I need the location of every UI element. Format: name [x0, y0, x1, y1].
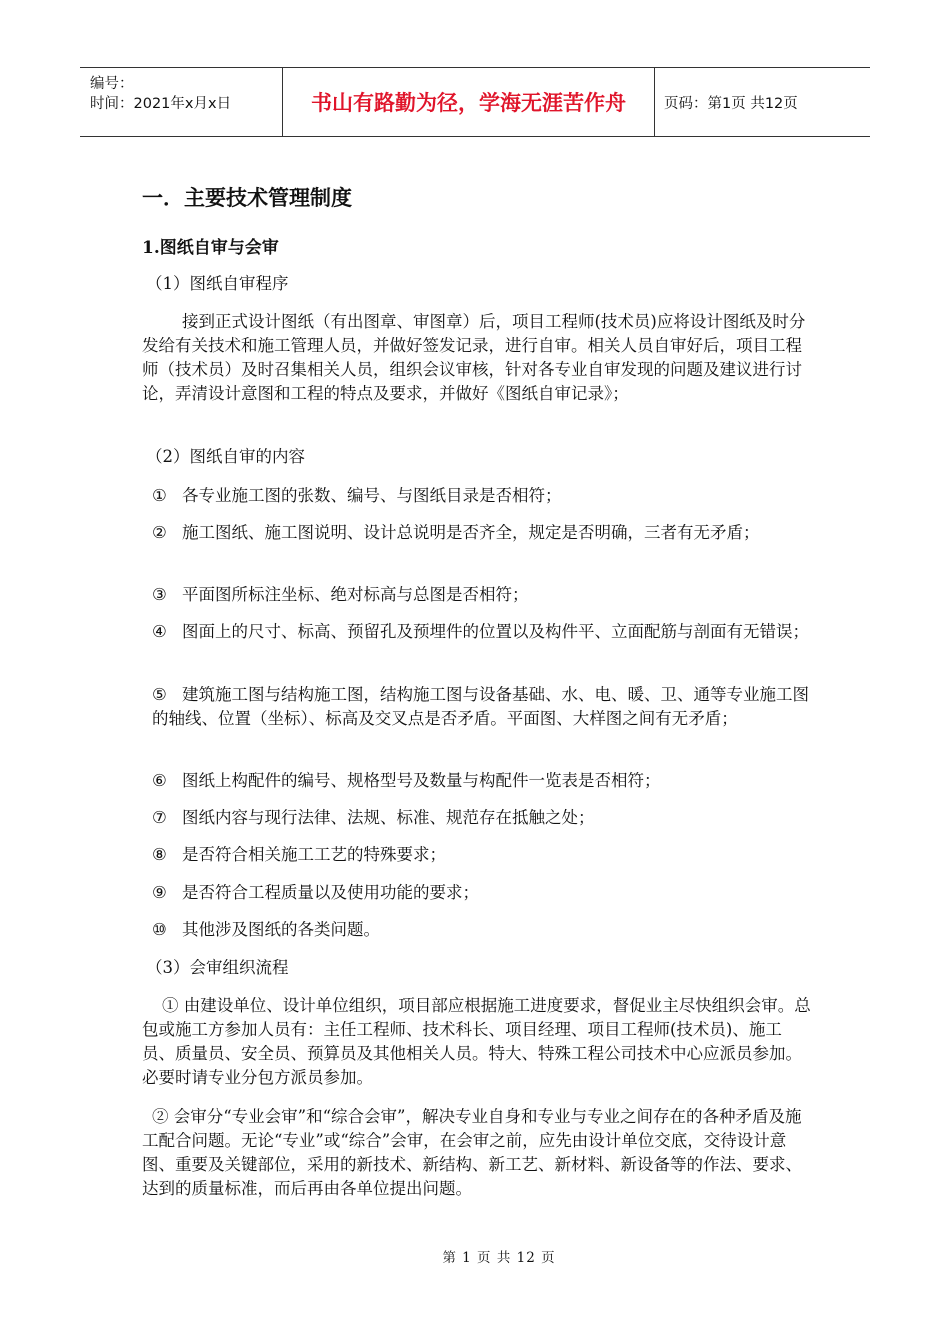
- s3-paragraph-2: ② 会审分“专业会审”和“综合会审”，解决专业自身和专业与专业之间存在的各种矛盾及施工配合问题。无论“专业”或“综合”会审，在会审之前，应先由设计单位交底，交待设计意图、重要及关键部位，采用的新技术、新结构、新工艺、新材料、新设备等的作法、要求、达到的质量标准，而后再由各单位提出问题。: [142, 1107, 802, 1198]
- list-item: ⑩ 其他涉及图纸的各类问题。: [152, 920, 380, 939]
- s3-title: （3）会审组织流程: [146, 958, 289, 977]
- list-item: ⑨ 是否符合工程质量以及使用功能的要求；: [152, 883, 479, 902]
- section-heading: 一．主要技术管理制度: [142, 186, 352, 210]
- list-item: ⑧ 是否符合相关施工工艺的特殊要求；: [152, 845, 446, 864]
- header-left: [80, 68, 282, 136]
- page-footer: 第 1 页 共 12 页: [442, 1250, 556, 1266]
- list-item: ② 施工图纸、施工图说明、设计总说明是否齐全，规定是否明确，三者有无矛盾；: [152, 523, 760, 542]
- list-item: ① 各专业施工图的张数、编号、与图纸目录是否相符；: [152, 486, 562, 505]
- subsection-heading: 1.图纸自审与会审: [142, 238, 279, 258]
- list-item: ⑥ 图纸上构配件的编号、规格型号及数量与构配件一览表是否相符；: [152, 771, 661, 790]
- s1-body: 接到正式设计图纸（有出图章、审图章）后，项目工程师(技术员)应将设计图纸及时分发给有关技术和施工管理人员，并做好签发记录，进行自审。相关人员自审好后，项目工程师（技术员）及时召集相关人员，组织会议审核，针对各专业自审发现的问题及建议进行讨论，弄清设计意图和工程的特点及要求，并做好《图纸自审记录》；: [142, 312, 806, 403]
- motto: 书山有路勤为径，学海无涯苦作舟: [282, 68, 655, 136]
- date-line: 时间：2021年x月x日: [90, 96, 232, 112]
- list-item: ④ 图面上的尺寸、标高、预留孔及预埋件的位置以及构件平、立面配筋与剖面有无错误；: [152, 622, 809, 641]
- list-item: ⑤ 建筑施工图与结构施工图，结构施工图与设备基础、水、电、暖、卫、通等专业施工图的轴线、位置（坐标）、标高及交叉点是否矛盾。平面图、大样图之间有无矛盾；: [152, 685, 809, 728]
- s3-paragraph-1: ① 由建设单位、设计单位组织，项目部应根据施工进度要求，督促业主尽快组织会审。总包或施工方参加人员有：主任工程师、技术科长、项目经理、项目工程师(技术员)、施工员、质量员、安全员、预算员及其他相关人员。特大、特殊工程公司技术中心应派员参加。必要时请专业分包方派员参加。: [142, 996, 811, 1087]
- s2-title: （2）图纸自审的内容: [146, 447, 305, 466]
- number-label: 编号：: [90, 76, 134, 92]
- list-item: ⑦ 图纸内容与现行法律、法规、标准、规范存在抵触之处；: [152, 808, 595, 827]
- page-header: [80, 67, 870, 137]
- page-info: 页码：第1页 共12页: [664, 95, 798, 112]
- list-item: ③ 平面图所标注坐标、绝对标高与总图是否相符；: [152, 585, 529, 604]
- s1-title: （1）图纸自审程序: [146, 274, 289, 293]
